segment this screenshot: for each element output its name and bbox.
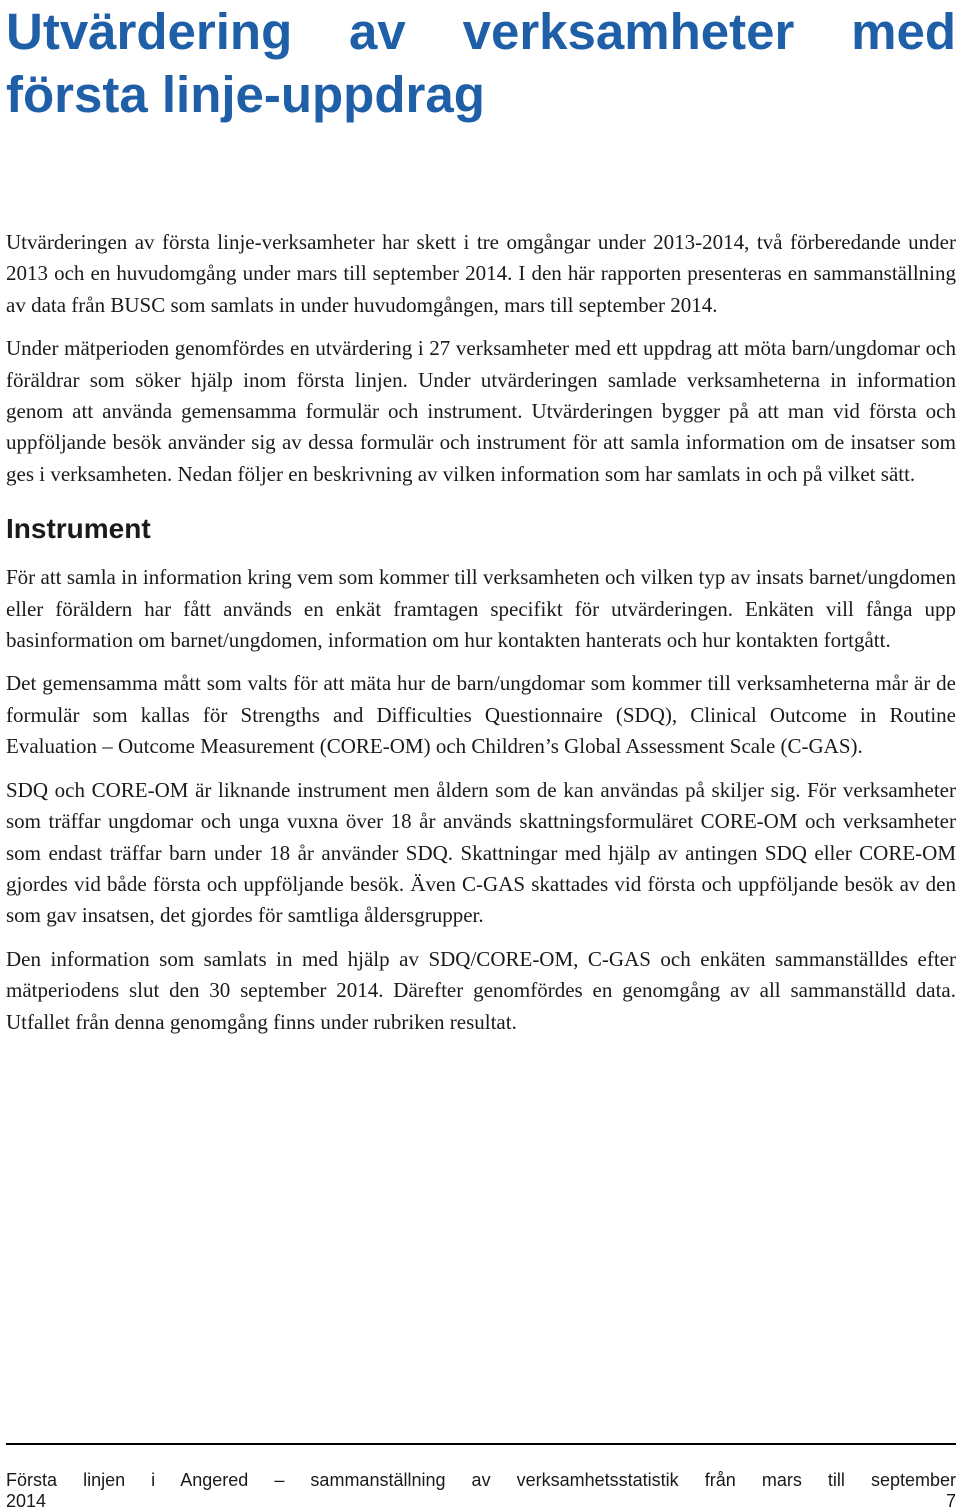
instrument-paragraph-2: Det gemensamma mått som valts för att mäta hur de barn/ungdomar som kommer till verksamheterna mår är de formulär som kallas för Strengths and Difficulties Questionnaire (SDQ), Clinical Outcome in Routine Evaluation – Outcome Measurement (CORE-OM) och Children’s Global Assessment Scale (C-GAS). xyxy=(6,671,956,759)
page-footer xyxy=(6,1470,956,1512)
intro-paragraph-1: Utvärderingen av första linje-verksamheter har skett i tre omgångar under 2013-2014, två förberedande under 2013 och en huvudomgång under mars till september 2014. I den här rapporten presenteras en sammanställning av data från BUSC som samlats in under huvudomgången, mars till september 2014. xyxy=(6,230,956,317)
instrument-paragraph-3: SDQ och CORE-OM är liknande instrument men åldern som de kan användas på skiljer sig. För verksamheter som träffar ungdomar och unga vuxna över 18 år används skattningsformuläret CORE-OM och verksamheter som endast träffar barn under 18 år använder SDQ. Skattningar med hjälp av antingen SDQ eller CORE-OM gjordes vid både första och uppföljande besök. Även C-GAS skattades vid första och uppföljande besök av den som gav insatsen, det gjordes för samtliga åldersgrupper. xyxy=(6,777,956,928)
section-heading-instrument: Instrument xyxy=(6,513,151,545)
document-page xyxy=(6,0,956,1512)
footer-title: Första linjen i Angered – sammanställning av verksamhetsstatistik från mars till september xyxy=(6,1470,956,1490)
page-title-line2: första linje-uppdrag xyxy=(6,66,485,123)
instrument-paragraph-1: För att samla in information kring vem som kommer till verksamheten och vilken typ av insats barnet/ungdomen eller föräldern har fått används en enkät framtagen specifikt för utvärderingen. Enkäten vill fånga upp basinformation om barnet/ungdomen, information om hur kontakten hanterats och hur kontakten fortgått. xyxy=(6,565,956,653)
footer-line-2 xyxy=(6,1491,956,1512)
intro-paragraph-2: Under mätperioden genomfördes en utvärdering i 27 verksamheter med ett uppdrag att möta barn/ungdomar och föräldrar som söker hjälp inom första linjen. Under utvärderingen samlade verksamheterna in information genom att använda gemensamma formulär och instrument. Utvärderingen bygger på att man vid första och uppföljande besök använder sig av dessa formulär och instrument för att samla information om de insatser som ges i verksamheten. Nedan följer en beskrivning av vilken information som har samlats in och på vilket sätt. xyxy=(6,336,956,486)
instrument-paragraph-4: Den information som samlats in med hjälp av SDQ/CORE-OM, C-GAS och enkäten sammanställdes efter mätperiodens slut den 30 september 2014. Därefter genomfördes en genomgång av all sammanställd data. Utfallet från denna genomgång finns under rubriken resultat. xyxy=(6,946,956,1034)
footer-year: 2014 xyxy=(6,1491,47,1511)
footer-divider xyxy=(6,1443,956,1445)
page-title-line1: Utvärdering av verksamheter med xyxy=(6,3,956,60)
page-number: 7 xyxy=(945,1491,956,1511)
page-title xyxy=(6,0,956,126)
